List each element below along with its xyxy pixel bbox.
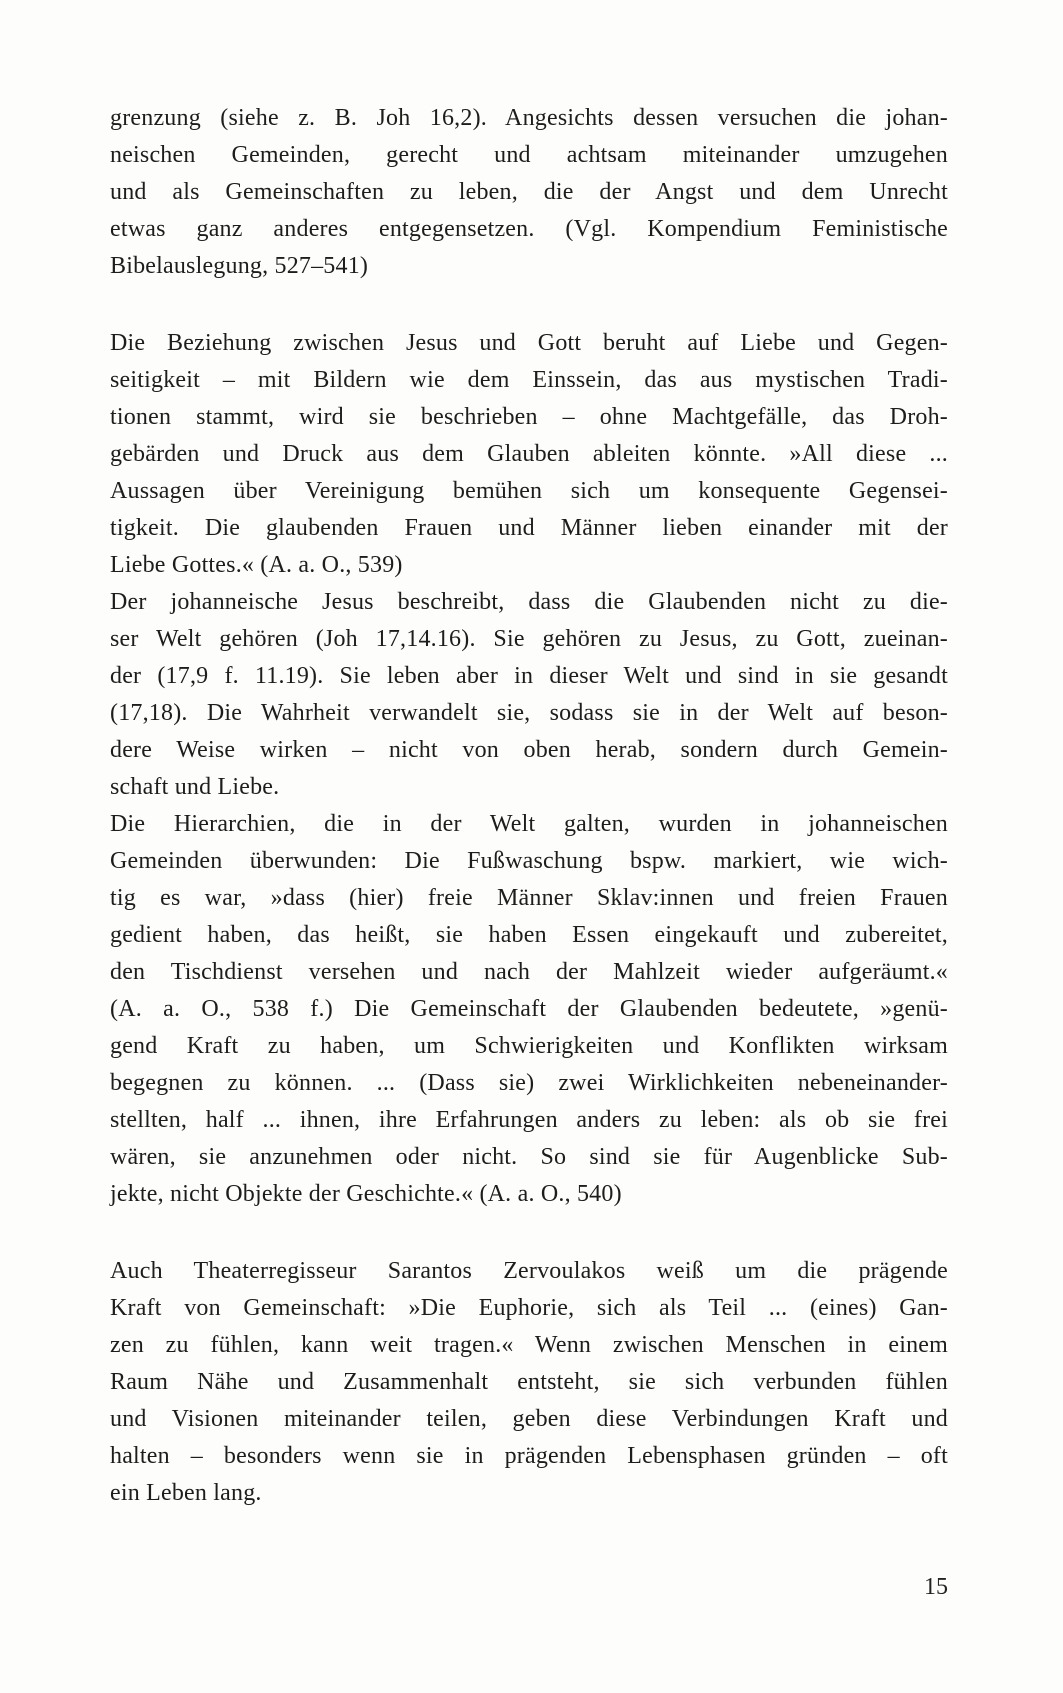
text-line: gebärden und Druck aus dem Glauben ableiten könnte. »All diese ... [110,441,948,467]
text-line: (17,18). Die Wahrheit verwandelt sie, sodass sie in der Welt auf beson- [110,700,948,726]
text-line: schaft und Liebe. [110,774,280,800]
text-line: Liebe Gottes.« (A. a. O., 539) [110,552,403,578]
text-line: begegnen zu können. ... (Dass sie) zwei Wirklichkeiten nebeneinander- [110,1070,948,1096]
text-line: ein Leben lang. [110,1480,262,1506]
text-line: seitigkeit – mit Bildern wie dem Einssein, das aus mystischen Tradi- [110,367,948,393]
text-line: und Visionen miteinander teilen, geben diese Verbindungen Kraft und [110,1406,948,1432]
page-number: 15 [924,1574,948,1600]
text-line: neischen Gemeinden, gerecht und achtsam miteinander umzugehen [110,142,948,168]
paragraph [110,100,948,285]
text-line: Die Hierarchien, die in der Welt galten, wurden in johanneischen [110,811,948,837]
text-line: ser Welt gehören (Joh 17,14.16). Sie gehören zu Jesus, zu Gott, zueinan- [110,626,948,652]
text-line: tig es war, »dass (hier) freie Männer Sklav:innen und freien Frauen [110,885,948,911]
text-line: halten – besonders wenn sie in prägenden Lebensphasen gründen – oft [110,1443,948,1469]
text-line: gedient haben, das heißt, sie haben Essen eingekauft und zubereitet, [110,922,948,948]
text-line: etwas ganz anderes entgegensetzen. (Vgl. Kompendium Feministische [110,216,948,242]
text-line: jekte, nicht Objekte der Geschichte.« (A. a. O., 540) [110,1181,622,1207]
paragraph [110,584,948,806]
paragraph [110,1253,948,1512]
text-line: zen zu fühlen, kann weit tragen.« Wenn zwischen Menschen in einem [110,1332,948,1358]
paragraph [110,806,948,1213]
text-line: gend Kraft zu haben, um Schwierigkeiten und Konflikten wirksam [110,1033,948,1059]
text-line: stellten, half ... ihnen, ihre Erfahrungen anders zu leben: als ob sie frei [110,1107,948,1133]
text-line: und als Gemeinschaften zu leben, die der Angst und dem Unrecht [110,179,948,205]
text-line: Aussagen über Vereinigung bemühen sich um konsequente Gegensei- [110,478,948,504]
text-block [110,100,948,1512]
text-line: den Tischdienst versehen und nach der Mahlzeit wieder aufgeräumt.« [110,959,948,985]
text-line: der (17,9 f. 11.19). Sie leben aber in dieser Welt und sind in sie gesandt [110,663,948,689]
paragraph [110,325,948,584]
text-line: Kraft von Gemeinschaft: »Die Euphorie, sich als Teil ... (eines) Gan- [110,1295,948,1321]
text-line: Bibelauslegung, 527–541) [110,253,369,279]
text-line: wären, sie anzunehmen oder nicht. So sind sie für Augenblicke Sub- [110,1144,948,1170]
text-line: Der johanneische Jesus beschreibt, dass die Glaubenden nicht zu die- [110,589,948,615]
page-footer [110,1572,948,1602]
text-line: Die Beziehung zwischen Jesus und Gott beruht auf Liebe und Gegen- [110,330,948,356]
text-line: grenzung (siehe z. B. Joh 16,2). Angesichts dessen versuchen die johan- [110,105,948,131]
text-line: Gemeinden überwunden: Die Fußwaschung bspw. markiert, wie wich- [110,848,948,874]
text-line: tionen stammt, wird sie beschrieben – ohne Machtgefälle, das Droh- [110,404,948,430]
text-line: tigkeit. Die glaubenden Frauen und Männer lieben einander mit der [110,515,948,541]
text-line: Raum Nähe und Zusammenhalt entsteht, sie sich verbunden fühlen [110,1369,948,1395]
text-line: dere Weise wirken – nicht von oben herab, sondern durch Gemein- [110,737,948,763]
text-line: (A. a. O., 538 f.) Die Gemeinschaft der Glaubenden bedeutete, »genü- [110,996,948,1022]
text-line: Auch Theaterregisseur Sarantos Zervoulakos weiß um die prägende [110,1258,948,1284]
